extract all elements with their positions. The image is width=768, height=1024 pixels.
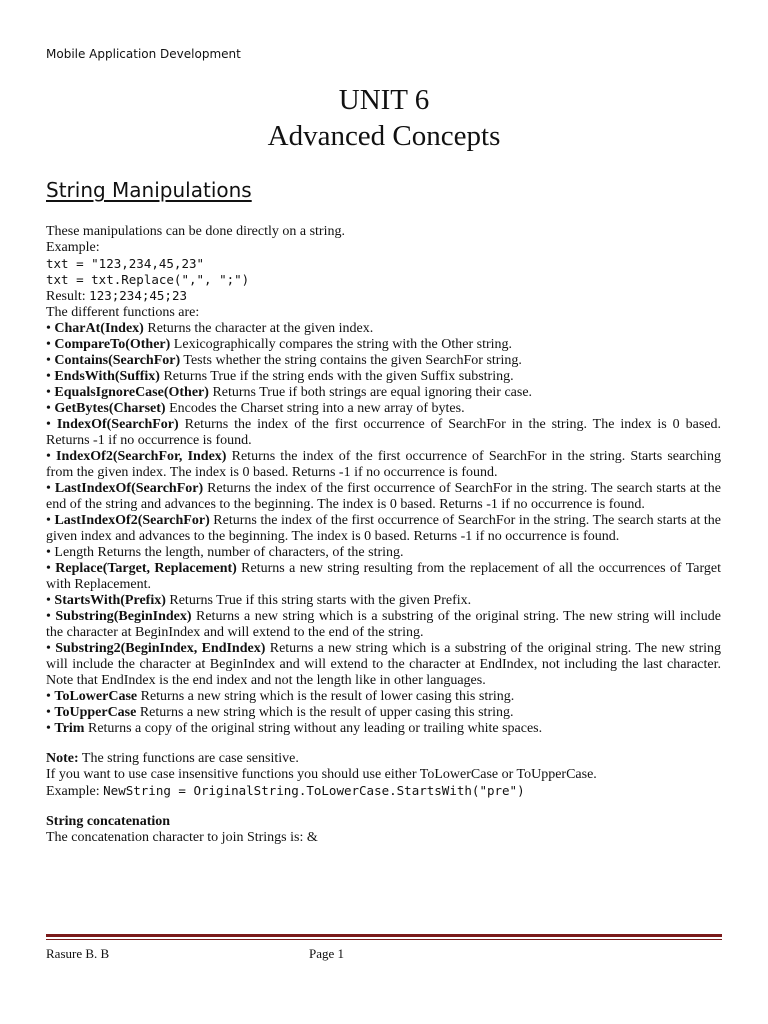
section-heading: String Manipulations: [46, 178, 252, 202]
function-item: [46, 593, 721, 609]
function-description: Returns a new string which is the result of lower casing this string.: [137, 689, 515, 704]
function-item: [46, 545, 721, 561]
bullet-icon: •: [46, 513, 55, 528]
bullet-icon: •: [46, 353, 55, 368]
function-item: [46, 481, 721, 513]
function-description: Returns a new string which is a substring of the original string. The new string will include the character at BeginIndex and will extend to the character at EndIndex, not including the last character. Note that EndIndex is the end index and not the length like in other languages.: [46, 641, 722, 688]
note-line: [46, 751, 721, 767]
result-label: Result:: [46, 289, 90, 304]
example-label: Example:: [46, 240, 100, 255]
function-description: Returns the index of the first occurrence of SearchFor in the string. The index is 0 based. Returns -1 if no occurrence is found.: [46, 417, 721, 448]
document-header: Mobile Application Development: [46, 47, 241, 61]
function-item: [46, 689, 721, 705]
footer-author: Rasure B. B: [46, 946, 110, 961]
unit-title: UNIT 6: [338, 84, 430, 116]
function-description: Returns True if both strings are equal ignoring their case.: [208, 385, 533, 400]
function-item: [46, 321, 721, 337]
bullet-icon: •: [46, 641, 56, 656]
function-description: Returns a new string which is the result of upper casing this string.: [136, 705, 514, 720]
note-text: The string functions are case sensitive.: [78, 751, 299, 766]
function-name: Trim: [54, 721, 85, 736]
function-name: Substring(BeginIndex): [55, 609, 192, 624]
note-example: [46, 783, 721, 800]
function-name: Contains(SearchFor): [54, 353, 181, 368]
bullet-icon: •: [46, 561, 56, 576]
function-list: [46, 321, 721, 737]
function-description: Length Returns the length, number of characters, of the string.: [54, 545, 404, 560]
function-item: [46, 401, 721, 417]
function-description: Returns the character at the given index.: [143, 321, 374, 336]
note-label: Note:: [46, 751, 79, 766]
function-description: Returns the index of the first occurrence of SearchFor in the string. The search starts at the end of the string and advances to the beginning. The index is 0 based. Returns -1 if no occurrence is found.: [46, 481, 722, 512]
bullet-icon: •: [46, 369, 55, 384]
functions-intro: The different functions are:: [46, 305, 200, 320]
function-name: IndexOf(SearchFor): [56, 417, 179, 432]
document-title: [0, 82, 768, 154]
bullet-icon: •: [46, 705, 55, 720]
function-name: GetBytes(Charset): [54, 401, 166, 416]
intro-text: These manipulations can be done directly on a string.: [46, 224, 345, 239]
function-item: [46, 385, 721, 401]
function-name: StartsWith(Prefix): [54, 593, 166, 608]
function-description: Returns the index of the first occurrence of SearchFor in the string. Starts searching from the given index. The index is 0 based. Returns -1 if no occurrence is found.: [46, 449, 721, 480]
function-name: EndsWith(Suffix): [54, 369, 160, 384]
function-name: CharAt(Index): [54, 321, 144, 336]
bullet-icon: •: [46, 385, 55, 400]
function-description: Encodes the Charset string into a new array of bytes.: [165, 401, 465, 416]
bullet-icon: •: [46, 545, 55, 560]
result-value: 123;234;45;23: [89, 288, 188, 303]
footer-rule: [46, 934, 722, 940]
concat-text: The concatenation character to join Strings is: &: [46, 830, 318, 845]
bullet-icon: •: [46, 321, 55, 336]
result-line: [46, 288, 721, 305]
function-item: [46, 369, 721, 385]
function-item: [46, 513, 721, 545]
function-name: LastIndexOf(SearchFor): [54, 481, 204, 496]
code-line-1: txt = "123,234,45,23": [46, 256, 205, 271]
function-name: EqualsIgnoreCase(Other): [54, 385, 209, 400]
concat-heading: [46, 814, 721, 830]
function-name: ToLowerCase: [54, 689, 138, 704]
bullet-icon: •: [46, 689, 55, 704]
function-description: Tests whether the string contains the given SearchFor string.: [180, 353, 522, 368]
document-body: [46, 224, 721, 846]
bullet-icon: •: [46, 609, 56, 624]
footer-page-number: Page 1: [309, 946, 345, 961]
function-description: Returns True if the string ends with the given Suffix substring.: [159, 369, 514, 384]
function-item: [46, 721, 721, 737]
function-item: [46, 353, 721, 369]
function-name: CompareTo(Other): [54, 337, 171, 352]
function-name: LastIndexOf2(SearchFor): [54, 513, 210, 528]
function-description: Returns True if this string starts with the given Prefix.: [165, 593, 472, 608]
function-name: ToUpperCase: [54, 705, 137, 720]
function-item: [46, 337, 721, 353]
function-item: [46, 705, 721, 721]
function-description: Returns a copy of the original string without any leading or trailing white spaces.: [84, 721, 543, 736]
function-description: Lexicographically compares the string with the Other string.: [170, 337, 513, 352]
bullet-icon: •: [46, 721, 55, 736]
function-description: Returns the index of the first occurrence of SearchFor in the string. The search starts at the given index and advances to the beginning. The index is 0 based. Returns -1 if no occurrence is found.: [46, 513, 722, 544]
bullet-icon: •: [46, 417, 57, 432]
note-example-label: Example:: [46, 784, 104, 799]
function-item: [46, 561, 721, 593]
bullet-icon: •: [46, 481, 55, 496]
function-item: [46, 449, 721, 481]
function-item: [46, 641, 721, 689]
function-name: Substring2(BeginIndex, EndIndex): [55, 641, 266, 656]
function-name: Replace(Target, Replacement): [55, 561, 237, 576]
concat-heading-text: String concatenation: [46, 814, 171, 829]
function-item: [46, 609, 721, 641]
bullet-icon: •: [46, 449, 57, 464]
function-description: Returns a new string resulting from the replacement of all the occurrences of Target with Replacement.: [46, 561, 721, 592]
function-item: [46, 417, 721, 449]
bullet-icon: •: [46, 593, 55, 608]
note-line-2: If you want to use case insensitive functions you should use either ToLowerCase or ToUpperCase.: [46, 767, 597, 782]
note-example-code: NewString = OriginalString.ToLowerCase.StartsWith("pre"): [103, 783, 525, 798]
code-line-2: txt = txt.Replace(",", ";"): [46, 272, 250, 287]
function-name: IndexOf2(SearchFor, Index): [56, 449, 227, 464]
bullet-icon: •: [46, 401, 55, 416]
bullet-icon: •: [46, 337, 55, 352]
function-description: Returns a new string which is a substring of the original string. The new string will include the character at BeginIndex and will extend to the end of the string.: [46, 609, 721, 640]
unit-subtitle: Advanced Concepts: [267, 120, 501, 152]
